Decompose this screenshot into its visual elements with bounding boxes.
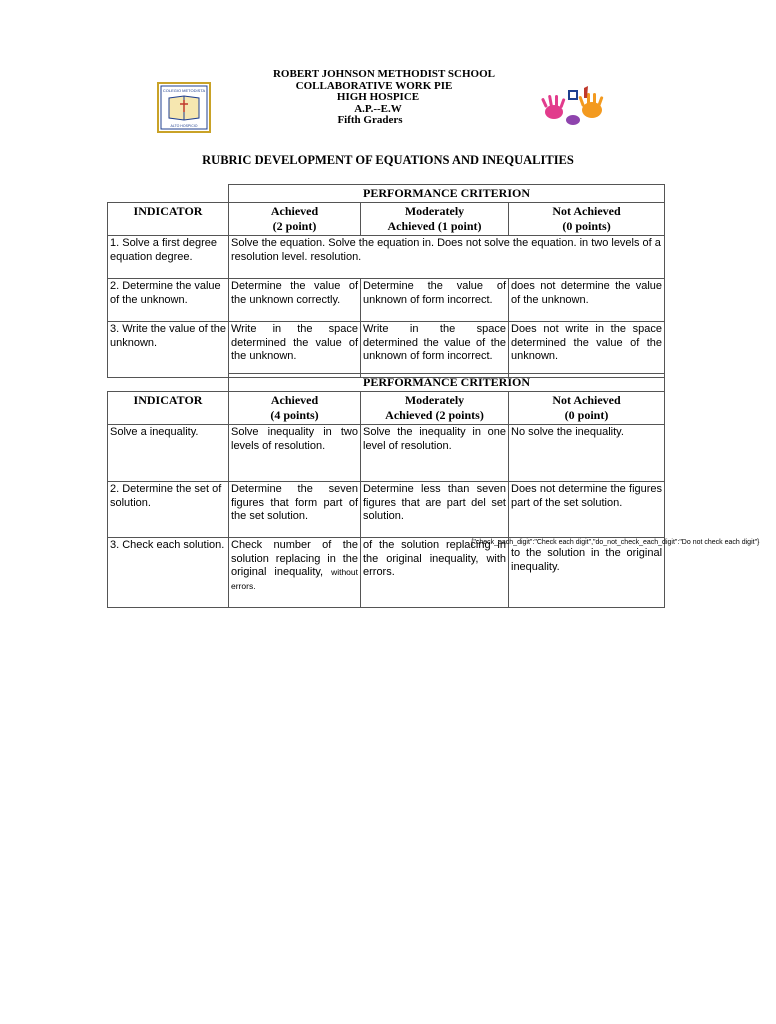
not-achieved-cell: does not determine the value of the unknown. [509, 279, 665, 322]
moderately-cell: Determine the value of unknown of form incorrect. [361, 279, 509, 322]
achieved-cell: Solve inequality in two levels of resolution. [229, 425, 361, 482]
achieved-cell: Determine the seven figures that form part of the set solution. [229, 482, 361, 538]
without-errors-note: without errors. [231, 567, 358, 591]
not-achieved-cell: Does not determine the figures part of the set solution. [509, 482, 665, 538]
school-header [0, 69, 768, 127]
header-line-4: A.P.--E.W [354, 102, 402, 115]
not-achieved-cell: {"check_each_digit":"Check each digit","do_not_check_each_digit":"Do not check each digit"} to the solution in the original inequality. [509, 538, 665, 608]
logo-footer: ALTO HOSPICIO [170, 124, 198, 128]
performance-criterion-header: PERFORMANCE CRITERION [229, 374, 665, 392]
moderately-header: Moderately Achieved (2 points) [361, 392, 509, 425]
moderately-header: Moderately Achieved (1 point) [361, 203, 509, 236]
purple-hand-icon [566, 115, 580, 125]
achieved-cell: Write in the space determined the value of the unknown. [229, 322, 361, 378]
achieved-cell: Solve the equation. Solve the equation in. Does not solve the equation. in two levels of a resolution level. resolution. [229, 236, 665, 279]
logo-caption: COLEGIO METODISTA [162, 88, 206, 93]
document-title: RUBRIC DEVELOPMENT OF EQUATIONS AND INEQUALITIES [202, 153, 574, 167]
not-achieved-cell: No solve the inequality. [509, 425, 665, 482]
indicator-header: INDICATOR [108, 392, 229, 425]
hands-logo [540, 84, 610, 128]
indicator-cell: 1. Solve a first degree equation degree. [108, 236, 229, 279]
rubric-table-inequalities [107, 373, 760, 608]
achieved-cell: Check number of the solution replacing in the original inequality, without errors. [229, 538, 361, 608]
table-row [108, 279, 665, 322]
table-row [108, 538, 665, 608]
performance-criterion-header: PERFORMANCE CRITERION [229, 185, 665, 203]
indicator-cell: 2. Determine the set of solution. [108, 482, 229, 538]
table-row [108, 236, 665, 279]
indicator-cell: 3. Write the value of the unknown. [108, 322, 229, 378]
not-achieved-cell: Does not write in the space determined the value of the unknown. [509, 322, 665, 378]
overlay-json-text: {"check_each_digit":"Check each digit","do_not_check_each_digit":"Do not check each digit"} [471, 539, 760, 546]
school-crest-logo [157, 82, 211, 133]
header-line-2: COLLABORATIVE WORK PIE [295, 79, 453, 92]
moderately-cell: of the solution replacing in the original inequality, with errors. [361, 538, 509, 608]
table-row [108, 425, 665, 482]
not-achieved-header: Not Achieved (0 points) [509, 203, 665, 236]
pink-hand-icon [541, 95, 566, 119]
indicator-cell: Solve a inequality. [108, 425, 229, 482]
achieved-header: Achieved (4 points) [229, 392, 361, 425]
rubric-table-equations [107, 184, 665, 378]
header-line-5: Fifth Graders [337, 114, 403, 126]
indicator-cell: 3. Check each solution. [108, 538, 229, 608]
not-achieved-header: Not Achieved (0 point) [509, 392, 665, 425]
moderately-cell: Determine less than seven figures that are part del set solution. [361, 482, 509, 538]
orange-hand-icon [578, 93, 603, 118]
school-name: ROBERT JOHNSON METHODIST SCHOOL [272, 68, 495, 80]
moderately-cell: Write in the space determined the value of the unknown of form incorrect. [361, 322, 509, 378]
table-row [108, 482, 665, 538]
table-row [108, 322, 665, 378]
achieved-header: Achieved (2 point) [229, 203, 361, 236]
indicator-header: INDICATOR [108, 203, 229, 236]
header-line-3: HIGH HOSPICE [336, 91, 420, 103]
moderately-cell: Solve the inequality in one level of resolution. [361, 425, 509, 482]
achieved-cell: Determine the value of the unknown correctly. [229, 279, 361, 322]
indicator-cell: 2. Determine the value of the unknown. [108, 279, 229, 322]
